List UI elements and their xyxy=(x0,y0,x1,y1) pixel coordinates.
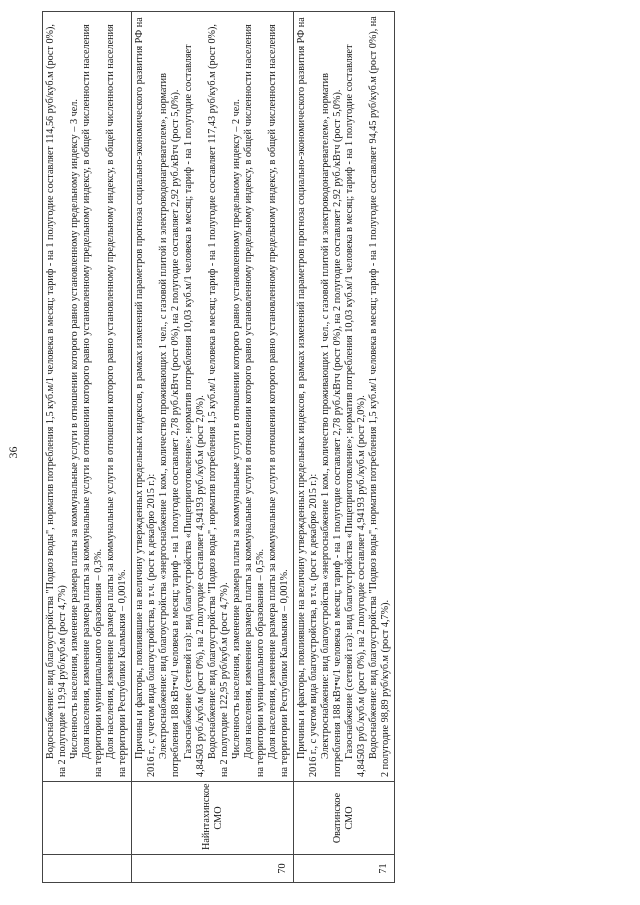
description-paragraph: Газоснабжение (сетевой газ): вид благоустройства «Пищеприготовление»; норматив потребления 10,03 куб.м/1 человека в месяц; тариф - на 1 полугодие составляет 4,84503 руб./куб.м (рост 0%), на 2 полугодие составляет 4,94193 руб./куб.м (рост 2,0%). xyxy=(182,44,206,777)
row-number: 71 xyxy=(378,863,390,874)
table-row xyxy=(132,12,294,883)
row-number-cell xyxy=(293,855,394,883)
page-number: 36 xyxy=(6,446,20,459)
description-paragraph: Электроснабжение: вид благоустройства «энергоснабжение 1 ком., количество проживающих 1 чел., с газовой плитой и электроводонагревателем», норматив потребления 188 кВт•ч/1 человека в месяц; тариф - на 1 полугодие составляет 2,78 руб./кВтч (рост 0%), на 2 полугодие составляет 2,92 руб./кВтч (рост 5,0%). xyxy=(158,73,182,777)
row-number-cell xyxy=(132,855,294,883)
description-cell xyxy=(132,12,294,782)
table-row xyxy=(293,12,394,883)
description-paragraph: Причины и факторы, повлиявшие на величину утвержденных предельных индексов, в рамках изменений параметров прогноза социально-экономического развития РФ на 2016 г., с учетом вида благоустройства, в т.ч. (рост к декабрю 2015 г.): xyxy=(295,17,319,777)
municipality-name: Найнтахинское СМО xyxy=(200,783,224,850)
municipality-name-cell xyxy=(293,782,394,855)
description-paragraph: Водоснабжение: вид благоустройства "Подвоз воды", норматив потребления 1,5 куб.м/1 человека в месяц; тариф - на 1 полугодие составляет 94,45 руб/куб.м (рост 0%), на 2 полугодие 98,89 руб/куб.м (рост 4,7%). xyxy=(368,16,392,777)
description-cell xyxy=(293,12,394,782)
description-paragraph: Водоснабжение: вид благоустройства "Подвоз воды", норматив потребления 1,5 куб.м/1 человека в месяц; тариф - на 1 полугодие составляет 114,56 руб/куб.м (рост 0%), на 2 полугодие 119,94 руб/куб.м (рост 4,7%) xyxy=(45,24,69,777)
row-number-cell xyxy=(43,855,132,883)
description-paragraph: Причины и факторы, повлиявшие на величину утвержденных предельных индексов, в рамках изменений параметров прогноза социально-экономического развития РФ на 2016 г., с учетом вида благоустройства, в т.ч. (рост к декабрю 2015 г.): xyxy=(134,17,158,777)
description-cell xyxy=(43,12,132,782)
municipality-name-cell xyxy=(43,782,132,855)
row-number: 70 xyxy=(276,863,288,874)
description-paragraph: Доля населения, изменение размера платы за коммунальные услуги в отношении которого равно установленному предельному индексу, в общей численности населения на территории Республики Калмыкия – 0,001%. xyxy=(266,24,290,777)
municipal-tariff-table xyxy=(42,11,395,883)
description-paragraph: Доля населения, изменение размера платы за коммунальные услуги в отношении которого равно установленному предельному индексу, в общей численности населения на территории муниципального образования – 0,5%. xyxy=(242,24,266,777)
description-paragraph: Численность населения, изменение размера платы за коммунальные услуги в отношении которого равно установленному предельному индексу – 2 чел. xyxy=(230,99,242,759)
description-paragraph: Численность населения, изменение размера платы за коммунальные услуги в отношении которого равно установленному предельному индексу – 3 чел. xyxy=(69,99,81,759)
table-row xyxy=(43,12,132,883)
municipality-name-cell xyxy=(132,782,294,855)
description-paragraph: Доля населения, изменение размера платы за коммунальные услуги в отношении которого равно установленному предельному индексу, в общей численности населения на территории Республики Калмыкия – 0,001%. xyxy=(105,24,129,777)
description-paragraph: Доля населения, изменение размера платы за коммунальные услуги в отношении которого равно установленному предельному индексу, в общей численности населения на территории муниципального образования – 0,3%. xyxy=(81,24,105,777)
description-paragraph: Водоснабжение: вид благоустройства "Подвоз воды", норматив потребления 1,5 куб.м/1 человека в месяц; тариф - на 1 полугодие составляет 117,43 руб/куб.м (рост 0%), на 2 полугодие 122,95 руб/куб.м (рост 4,7%). xyxy=(206,24,230,777)
municipality-name: Оватинское СМО xyxy=(332,792,356,844)
description-paragraph: Газоснабжение (сетевой газ): вид благоустройства «Пищеприготовление»; норматив потребления 10,03 куб.м/1 человека в месяц; тариф - на 1 полугодие составляет 4,84503 руб./куб.м (рост 0%), на 2 полугодие составляет 4,94193 руб./куб.м (рост 2,0%). xyxy=(344,44,368,777)
description-paragraph: Электроснабжение: вид благоустройства «энергоснабжение 1 ком., количество проживающих 1 чел., с газовой плитой и электроводонагревателем», норматив потребления 188 кВт•ч/1 человека в месяц; тариф - на 1 полугодие составляет 2,78 руб./кВтч (рост 0%), на 2 полугодие составляет 2,92 руб./кВтч (рост 5,0%). xyxy=(320,73,344,777)
